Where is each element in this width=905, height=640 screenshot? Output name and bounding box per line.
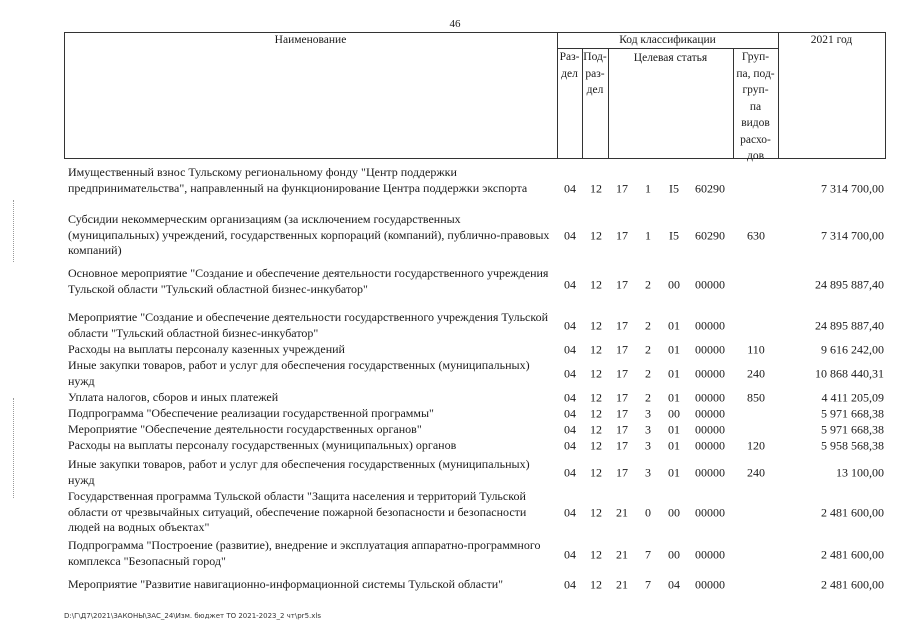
table-row bbox=[0, 538, 905, 571]
row-target-program: 17 bbox=[616, 277, 628, 292]
row-target-event: 01 bbox=[668, 438, 680, 453]
row-sum: 5 971 668,38 bbox=[821, 422, 884, 437]
table-row bbox=[0, 457, 905, 488]
table-row bbox=[0, 489, 905, 537]
row-target-program: 17 bbox=[616, 318, 628, 333]
row-name: Субсидии некоммерческим организациям (за исключением государственных (муниципальных) учреждений, государственных корпораций (компаний), публично-правовых компаний) bbox=[68, 212, 550, 257]
table-row bbox=[0, 438, 905, 454]
row-target-direction: 00000 bbox=[695, 465, 725, 479]
row-target-program: 17 bbox=[616, 422, 628, 437]
row-target-event: 04 bbox=[668, 577, 680, 592]
page-number: 46 bbox=[449, 18, 461, 30]
row-name: Иные закупки товаров, работ и услуг для обеспечения государственных (муниципальных) нужд bbox=[68, 358, 530, 388]
row-podrazdel: 12 bbox=[590, 406, 602, 421]
row-target-program: 17 bbox=[616, 438, 628, 453]
header-expense-group: Груп- па, под- груп- па видов расхо- дов bbox=[736, 51, 775, 162]
header-name: Наименование bbox=[274, 34, 347, 46]
header-razdel: Раз- дел bbox=[559, 51, 580, 80]
row-podrazdel: 12 bbox=[590, 342, 602, 357]
row-target-subprogram: 2 bbox=[645, 366, 651, 381]
row-target-subprogram: 2 bbox=[645, 318, 651, 333]
row-expense-group: 850 bbox=[747, 390, 765, 405]
table-row bbox=[0, 422, 905, 438]
row-razdel: 04 bbox=[564, 547, 576, 561]
row-target-event: 01 bbox=[668, 390, 680, 405]
header-col-border bbox=[885, 32, 886, 159]
row-name: Основное мероприятие "Создание и обеспечение деятельности государственного учреждения Тульской области "Тульский областной бизнес-инкубатор" bbox=[68, 266, 549, 296]
row-podrazdel: 12 bbox=[590, 438, 602, 453]
row-target-event: 00 bbox=[668, 505, 680, 520]
row-target-subprogram: 3 bbox=[645, 438, 651, 453]
row-name: Мероприятие "Создание и обеспечение деятельности государственного учреждения Тульской области "Тульский областной бизнес-инкубатор" bbox=[68, 310, 549, 340]
row-sum: 2 481 600,00 bbox=[821, 577, 884, 592]
row-podrazdel: 12 bbox=[590, 505, 602, 520]
table-row bbox=[0, 576, 905, 594]
row-target-program: 21 bbox=[616, 547, 628, 561]
row-target-event: 01 bbox=[668, 465, 680, 479]
row-podrazdel: 12 bbox=[590, 422, 602, 437]
row-sum: 24 895 887,40 bbox=[815, 277, 884, 292]
row-podrazdel: 12 bbox=[590, 228, 602, 243]
row-target-direction: 00000 bbox=[695, 505, 725, 520]
header-target-article: Целевая статья bbox=[633, 52, 708, 64]
row-target-program: 17 bbox=[616, 228, 628, 243]
row-sum: 2 481 600,00 bbox=[821, 505, 884, 520]
row-target-direction: 60290 bbox=[695, 181, 725, 195]
row-name: Государственная программа Тульской области "Защита населения и территорий Тульской области от чрезвычайных ситуаций, обеспечение пожарной безопасности и безопасности людей на водных объектах" bbox=[68, 489, 527, 534]
row-target-subprogram: 2 bbox=[645, 390, 651, 405]
row-target-subprogram: 7 bbox=[645, 547, 651, 561]
row-target-subprogram: 1 bbox=[645, 228, 651, 243]
row-razdel: 04 bbox=[564, 390, 576, 405]
row-target-event: I5 bbox=[669, 181, 679, 195]
row-podrazdel: 12 bbox=[590, 547, 602, 561]
header-col-border bbox=[64, 32, 65, 159]
row-target-program: 17 bbox=[616, 465, 628, 479]
row-target-subprogram: 7 bbox=[645, 577, 651, 592]
row-razdel: 04 bbox=[564, 422, 576, 437]
row-expense-group: 240 bbox=[747, 465, 765, 479]
row-razdel: 04 bbox=[564, 406, 576, 421]
row-target-direction: 00000 bbox=[695, 277, 725, 292]
table-row bbox=[0, 390, 905, 406]
row-sum: 10 868 440,31 bbox=[815, 366, 884, 381]
row-target-direction: 00000 bbox=[695, 390, 725, 405]
header-code-classification: Код классификации bbox=[619, 34, 716, 46]
row-sum: 24 895 887,40 bbox=[815, 318, 884, 333]
row-razdel: 04 bbox=[564, 366, 576, 381]
row-target-direction: 00000 bbox=[695, 547, 725, 561]
row-expense-group: 630 bbox=[747, 228, 765, 243]
header-col-border bbox=[778, 32, 779, 159]
row-name: Подпрограмма "Построение (развитие), внедрение и эксплуатация аппаратно-программного комплекса "Безопасный город" bbox=[68, 538, 541, 568]
row-target-event: 01 bbox=[668, 342, 680, 357]
table-row bbox=[0, 165, 905, 212]
row-sum: 9 616 242,00 bbox=[821, 342, 884, 357]
row-name: Мероприятие "Обеспечение деятельности государственных органов" bbox=[68, 422, 422, 436]
row-target-event: 01 bbox=[668, 366, 680, 381]
header-podrazdel: Под- раз- дел bbox=[583, 51, 607, 96]
row-sum: 5 971 668,38 bbox=[821, 406, 884, 421]
row-target-subprogram: 1 bbox=[645, 181, 651, 195]
row-razdel: 04 bbox=[564, 465, 576, 479]
row-target-subprogram: 2 bbox=[645, 342, 651, 357]
row-target-direction: 00000 bbox=[695, 577, 725, 592]
header-year: 2021 год bbox=[810, 34, 853, 46]
row-expense-group: 120 bbox=[747, 438, 765, 453]
row-target-program: 17 bbox=[616, 406, 628, 421]
row-podrazdel: 12 bbox=[590, 318, 602, 333]
row-razdel: 04 bbox=[564, 438, 576, 453]
row-name: Мероприятие "Развитие навигационно-информационной системы Тульской области" bbox=[68, 577, 504, 591]
row-razdel: 04 bbox=[564, 505, 576, 520]
file-path-footer: D:\Г\Д7\2021\ЗАКОНЫ\ЗАС_24\Изм. бюджет ТО 2021-2023_2 чт\pr5.xls bbox=[64, 612, 321, 620]
row-target-event: 01 bbox=[668, 422, 680, 437]
row-name: Расходы на выплаты персоналу казенных учреждений bbox=[68, 342, 345, 356]
row-podrazdel: 12 bbox=[590, 465, 602, 479]
table-row bbox=[0, 406, 905, 422]
row-podrazdel: 12 bbox=[590, 577, 602, 592]
row-target-direction: 00000 bbox=[695, 318, 725, 333]
row-expense-group: 240 bbox=[747, 366, 765, 381]
row-target-direction: 60290 bbox=[695, 228, 725, 243]
row-name: Уплата налогов, сборов и иных платежей bbox=[68, 390, 279, 404]
row-podrazdel: 12 bbox=[590, 390, 602, 405]
table-row bbox=[0, 266, 905, 304]
row-target-event: 00 bbox=[668, 406, 680, 421]
table-row bbox=[0, 212, 905, 260]
row-target-program: 21 bbox=[616, 577, 628, 592]
row-target-event: 01 bbox=[668, 318, 680, 333]
row-target-subprogram: 3 bbox=[645, 422, 651, 437]
row-sum: 7 314 700,00 bbox=[821, 228, 884, 243]
row-expense-group: 110 bbox=[747, 342, 765, 357]
row-target-event: 00 bbox=[668, 547, 680, 561]
row-razdel: 04 bbox=[564, 228, 576, 243]
row-target-program: 17 bbox=[616, 342, 628, 357]
row-name: Иные закупки товаров, работ и услуг для обеспечения государственных (муниципальных) нужд bbox=[68, 457, 530, 487]
row-sum: 2 481 600,00 bbox=[821, 547, 884, 561]
row-podrazdel: 12 bbox=[590, 366, 602, 381]
row-target-subprogram: 2 bbox=[645, 277, 651, 292]
row-name: Расходы на выплаты персоналу государственных (муниципальных) органов bbox=[68, 438, 457, 452]
row-target-event: 00 bbox=[668, 277, 680, 292]
table-row bbox=[0, 358, 905, 390]
table-row bbox=[0, 310, 905, 342]
row-target-direction: 00000 bbox=[695, 422, 725, 437]
row-target-direction: 00000 bbox=[695, 366, 725, 381]
row-razdel: 04 bbox=[564, 318, 576, 333]
row-name: Имущественный взнос Тульскому региональному фонду "Центр поддержки предпринимательства", направленный на функционирование Центра поддержки экспорта bbox=[68, 165, 528, 195]
row-target-program: 17 bbox=[616, 181, 628, 195]
row-sum: 4 411 205,09 bbox=[821, 390, 884, 405]
row-target-event: I5 bbox=[669, 228, 679, 243]
row-sum: 7 314 700,00 bbox=[821, 181, 884, 195]
row-target-subprogram: 3 bbox=[645, 465, 651, 479]
row-razdel: 04 bbox=[564, 342, 576, 357]
row-target-direction: 00000 bbox=[695, 406, 725, 421]
row-sum: 5 958 568,38 bbox=[821, 438, 884, 453]
row-razdel: 04 bbox=[564, 577, 576, 592]
row-sum: 13 100,00 bbox=[836, 465, 884, 479]
row-target-program: 17 bbox=[616, 390, 628, 405]
row-target-program: 17 bbox=[616, 366, 628, 381]
row-target-subprogram: 0 bbox=[645, 505, 651, 520]
row-razdel: 04 bbox=[564, 181, 576, 195]
row-podrazdel: 12 bbox=[590, 277, 602, 292]
row-razdel: 04 bbox=[564, 277, 576, 292]
row-target-direction: 00000 bbox=[695, 342, 725, 357]
row-name: Подпрограмма "Обеспечение реализации государственной программы" bbox=[68, 406, 434, 420]
row-podrazdel: 12 bbox=[590, 181, 602, 195]
row-target-subprogram: 3 bbox=[645, 406, 651, 421]
row-target-direction: 00000 bbox=[695, 438, 725, 453]
row-target-program: 21 bbox=[616, 505, 628, 520]
header-top-border bbox=[64, 32, 886, 33]
table-row bbox=[0, 342, 905, 358]
